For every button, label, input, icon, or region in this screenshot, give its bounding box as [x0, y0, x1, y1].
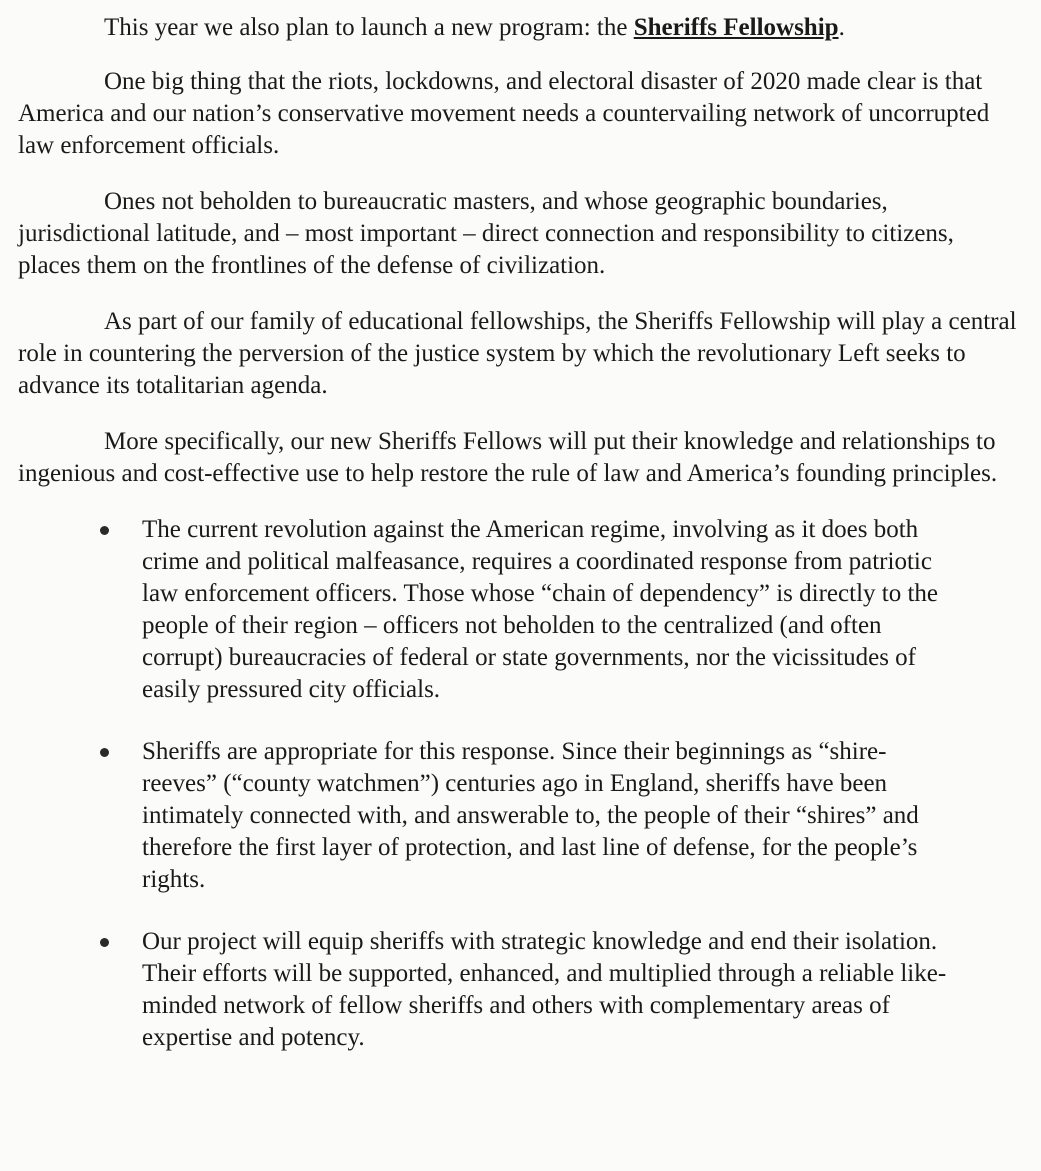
- bullet-text: Sheriffs are appropriate for this response. Since their beginnings as “shire-reeves” (“county watchmen”) centuries ago in England, sheriffs have been intimately connected with, and answerable to, the people of their “shires” and therefore the first layer of protection, and last line of defense, for the people’s rights.: [142, 738, 919, 893]
- bullet-item-project: [18, 926, 1021, 1054]
- paragraph-fellowships: As part of our family of educational fellowships, the Sheriffs Fellowship will play a central role in countering the perversion of the justice system by which the revolutionary Left seeks to advance its totalitarian agenda.: [18, 308, 1017, 399]
- bullet-text: Our project will equip sheriffs with strategic knowledge and end their isolation. Their efforts will be supported, enhanced, and multiplied through a reliable like-minded network of fellow sheriffs and others with complementary areas of expertise and potency.: [142, 928, 947, 1051]
- bullet-item-sheriffs: [18, 736, 1021, 896]
- intro-text: This year we also plan to launch a new program: the: [104, 14, 634, 41]
- bullet-text: The current revolution against the American regime, involving as it does both crime and political malfeasance, requires a coordinated response from patriotic law enforcement officers. Those whose “chain of dependency” is directly to the people of their region – officers not beholden to the centralized (and often corrupt) bureaucracies of federal or state governments, nor the vicissitudes of easily pressured city officials.: [142, 516, 938, 703]
- bullet-list: [18, 514, 1021, 1054]
- intro-paragraph: [18, 12, 1021, 44]
- bullet-icon: [100, 938, 109, 947]
- paragraph-riots: One big thing that the riots, lockdowns, and electoral disaster of 2020 made clear is that America and our nation’s conservative movement needs a countervailing network of uncorrupted law enforcement officials.: [18, 68, 990, 159]
- bullet-item-revolution: [18, 514, 1021, 706]
- intro-period: .: [838, 14, 845, 41]
- bullet-icon: [100, 748, 109, 757]
- paragraph-specifically: More specifically, our new Sheriffs Fellows will put their knowledge and relationships to ingenious and cost-effective use to help restore the rule of law and America’s founding principles.: [18, 428, 998, 487]
- bullet-icon: [100, 526, 109, 535]
- paragraph-beholden: Ones not beholden to bureaucratic masters, and whose geographic boundaries, jurisdictional latitude, and – most important – direct connection and responsibility to citizens, places them on the frontlines of the defense of civilization.: [18, 188, 954, 279]
- program-name: Sheriffs Fellowship: [633, 14, 839, 41]
